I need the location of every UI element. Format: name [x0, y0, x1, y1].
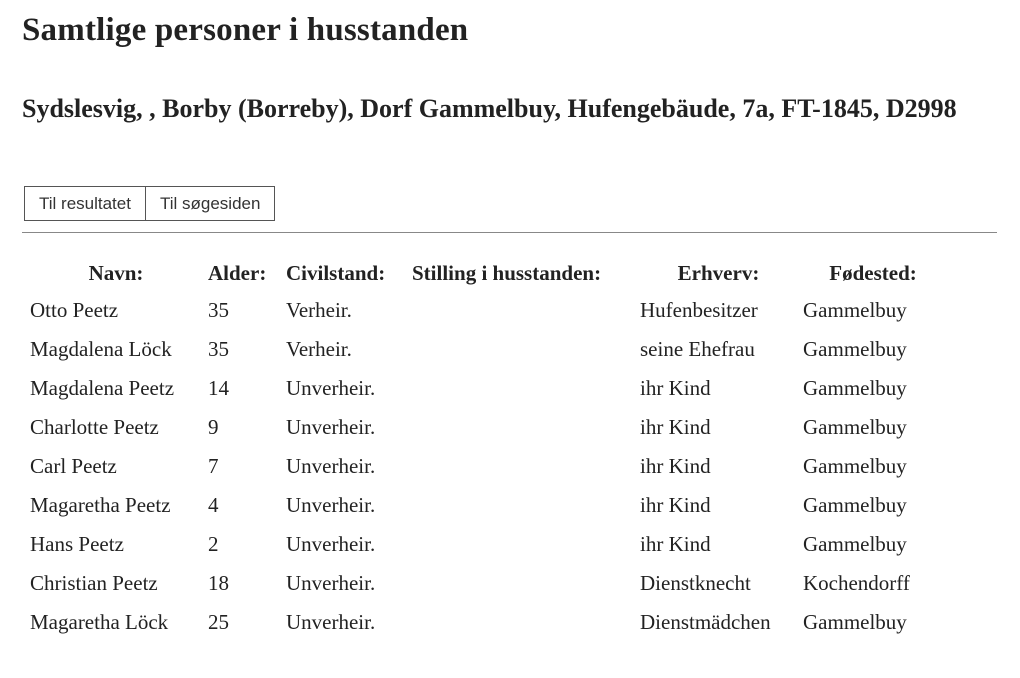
cell-name: Magaretha Löck — [30, 610, 169, 634]
cell-occupation: Hufenbesitzer — [640, 298, 758, 322]
cell-age: 9 — [208, 415, 219, 439]
cell-name: Otto Peetz — [30, 298, 119, 322]
cell-occupation: ihr Kind — [640, 454, 711, 478]
header-household-position: Stilling i husstanden: — [412, 260, 602, 285]
table-row — [27, 408, 946, 447]
cell-name: Carl Peetz — [30, 454, 117, 478]
cell-civil-status: Verheir. — [286, 298, 352, 322]
cell-age: 18 — [208, 571, 229, 595]
header-occupation: Erhverv: — [677, 260, 760, 285]
household-table — [27, 255, 946, 642]
nav-button-group — [24, 186, 275, 221]
cell-household-position — [409, 564, 637, 603]
cell-birthplace: Gammelbuy — [803, 376, 907, 400]
cell-household-position — [409, 603, 637, 642]
cell-birthplace: Kochendorff — [803, 571, 910, 595]
cell-civil-status: Verheir. — [286, 337, 352, 361]
cell-household-position — [409, 369, 637, 408]
cell-name: Christian Peetz — [30, 571, 158, 595]
cell-age: 4 — [208, 493, 219, 517]
cell-occupation: ihr Kind — [640, 415, 711, 439]
cell-age: 14 — [208, 376, 229, 400]
table-row — [27, 603, 946, 642]
cell-household-position — [409, 486, 637, 525]
cell-civil-status: Unverheir. — [286, 571, 376, 595]
cell-birthplace: Gammelbuy — [803, 532, 907, 556]
cell-name: Charlotte Peetz — [30, 415, 159, 439]
header-civil-status: Civilstand: — [286, 260, 386, 285]
to-search-page-button[interactable]: Til søgesiden — [146, 186, 275, 221]
cell-name: Magdalena Löck — [30, 337, 172, 361]
cell-civil-status: Unverheir. — [286, 415, 376, 439]
location-heading: Sydslesvig, , Borby (Borreby), Dorf Gammelbuy, Hufengebäude, 7a, FT-1845, D2998 — [22, 94, 957, 123]
cell-household-position — [409, 330, 637, 369]
table-row — [27, 369, 946, 408]
cell-household-position — [409, 408, 637, 447]
cell-birthplace: Gammelbuy — [803, 610, 907, 634]
cell-age: 25 — [208, 610, 229, 634]
cell-household-position — [409, 447, 637, 486]
cell-civil-status: Unverheir. — [286, 454, 376, 478]
cell-occupation: Dienstmädchen — [640, 610, 771, 634]
header-birthplace: Fødested: — [829, 260, 917, 285]
cell-age: 7 — [208, 454, 219, 478]
table-row — [27, 525, 946, 564]
cell-occupation: Dienstknecht — [640, 571, 751, 595]
header-name: Navn: — [88, 260, 144, 285]
table-row — [27, 564, 946, 603]
cell-occupation: seine Ehefrau — [640, 337, 755, 361]
table-row — [27, 486, 946, 525]
cell-birthplace: Gammelbuy — [803, 454, 907, 478]
cell-birthplace: Gammelbuy — [803, 298, 907, 322]
cell-household-position — [409, 291, 637, 330]
table-row — [27, 291, 946, 330]
cell-occupation: ihr Kind — [640, 532, 711, 556]
table-row — [27, 447, 946, 486]
divider — [22, 232, 997, 233]
cell-age: 2 — [208, 532, 219, 556]
cell-civil-status: Unverheir. — [286, 532, 376, 556]
cell-birthplace: Gammelbuy — [803, 493, 907, 517]
cell-name: Magdalena Peetz — [30, 376, 175, 400]
to-results-button[interactable]: Til resultatet — [24, 186, 146, 221]
cell-birthplace: Gammelbuy — [803, 415, 907, 439]
cell-civil-status: Unverheir. — [286, 493, 376, 517]
cell-civil-status: Unverheir. — [286, 610, 376, 634]
cell-occupation: ihr Kind — [640, 376, 711, 400]
cell-household-position — [409, 525, 637, 564]
cell-age: 35 — [208, 298, 229, 322]
cell-occupation: ihr Kind — [640, 493, 711, 517]
table-header-row — [27, 255, 946, 291]
cell-name: Hans Peetz — [30, 532, 124, 556]
page-title: Samtlige personer i husstanden — [22, 12, 469, 48]
cell-age: 35 — [208, 337, 229, 361]
cell-civil-status: Unverheir. — [286, 376, 376, 400]
cell-name: Magaretha Peetz — [30, 493, 171, 517]
table-row — [27, 330, 946, 369]
cell-birthplace: Gammelbuy — [803, 337, 907, 361]
header-age: Alder: — [208, 260, 267, 285]
